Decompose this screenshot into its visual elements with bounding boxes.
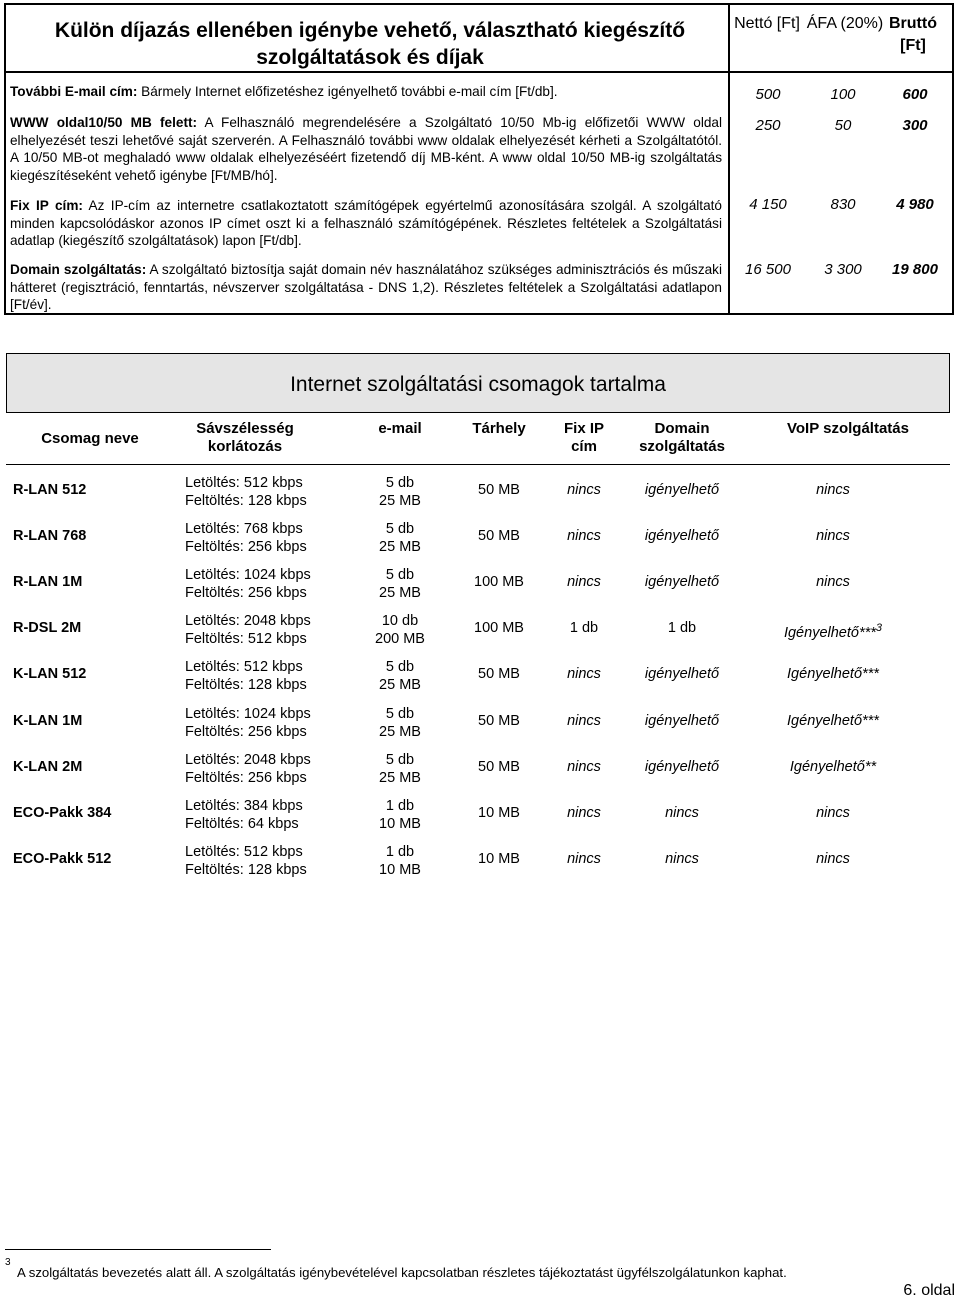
fee-net: 16 500 — [745, 261, 791, 278]
bandwidth-cell — [185, 658, 307, 694]
download-limit: Letöltés: 512 kbps — [185, 475, 303, 491]
fee-gross: 600 — [902, 86, 928, 103]
storage-cell: 50 MB — [478, 758, 520, 775]
voip-cell — [770, 759, 896, 775]
domain-cell: igényelhető — [644, 528, 720, 545]
bandwidth-cell — [185, 797, 303, 833]
bandwidth-cell — [185, 520, 307, 556]
email-cell — [370, 751, 430, 787]
download-limit: Letöltés: 512 kbps — [185, 659, 303, 676]
fee-row-text: A szolgáltató biztosítja saját domain név használatához szükséges adminisztrációs és műszaki hátteret (regisztráció, fenntartás, névszerver szolgáltatása - DNS 1,2). Részletes feltételek a Szolgáltatási adatlapon [Ft/év]. — [10, 262, 722, 312]
table-row — [0, 795, 960, 841]
download-limit: Letöltés: 768 kbps — [185, 521, 303, 538]
download-limit: Letöltés: 2048 kbps — [185, 613, 311, 630]
domain-cell: 1 db — [667, 620, 697, 637]
storage-cell: 10 MB — [478, 850, 520, 867]
domain-cell: igényelhető — [644, 482, 720, 498]
package-name: K-LAN 512 — [13, 666, 87, 683]
packages-header-rule — [6, 464, 950, 465]
voip-value: nincs — [816, 804, 850, 821]
email-quota: 25 MB — [379, 769, 421, 786]
fixip-cell: 1 db — [569, 620, 599, 637]
download-limit: Letöltés: 512 kbps — [185, 843, 303, 860]
fixip-cell: nincs — [567, 712, 601, 729]
fee-row-text: Bármely Internet előfizetéshez igényelhető további e-mail cím [Ft/db]. — [137, 84, 558, 99]
package-name: K-LAN 1M — [13, 712, 83, 729]
voip-value: nincs — [816, 850, 850, 867]
email-count: 5 db — [385, 567, 415, 584]
storage-cell: 50 MB — [478, 482, 520, 498]
fee-net: 500 — [755, 86, 781, 103]
download-limit: Letöltés: 2048 kbps — [185, 751, 311, 768]
email-cell — [370, 705, 430, 741]
bandwidth-cell — [185, 751, 311, 787]
fee-row-label: Domain szolgáltatás: — [10, 262, 147, 277]
voip-value: nincs — [816, 528, 850, 545]
email-count: 5 db — [385, 659, 415, 676]
fixip-cell: nincs — [567, 482, 601, 498]
footnote-number: 3 — [5, 1257, 11, 1268]
upload-limit: Feltöltés: 512 kbps — [185, 631, 307, 648]
storage-cell: 100 MB — [474, 574, 524, 591]
package-name: ECO-Pakk 384 — [13, 804, 112, 821]
fee-table-header-rule — [6, 71, 952, 73]
voip-value: Igényelhető*** — [783, 625, 876, 642]
table-row — [0, 656, 960, 702]
email-count: 10 db — [381, 613, 419, 630]
email-quota: 25 MB — [379, 723, 421, 740]
table-row — [0, 749, 960, 795]
download-limit: Letöltés: 384 kbps — [185, 797, 303, 814]
vat-header: ÁFA (20%) — [806, 15, 884, 32]
storage-cell: 50 MB — [478, 528, 520, 545]
voip-value: nincs — [816, 482, 850, 498]
bandwidth-cell — [185, 474, 307, 510]
voip-value: Igényelhető*** — [787, 712, 879, 729]
table-row — [0, 703, 960, 749]
fee-row-www — [10, 114, 722, 184]
voip-cell — [770, 574, 896, 590]
fee-row-fixip — [10, 197, 722, 250]
storage-cell: 50 MB — [478, 666, 520, 683]
fee-row-label: További E-mail cím: — [10, 84, 138, 99]
header-package-name: Csomag neve — [41, 430, 139, 447]
storage-cell: 50 MB — [478, 712, 520, 729]
email-count: 5 db — [385, 705, 415, 722]
domain-cell: nincs — [665, 850, 699, 867]
header-email: e-mail — [378, 420, 422, 437]
fixip-cell: nincs — [567, 758, 601, 775]
fixip-cell: nincs — [567, 574, 601, 591]
gross-header: Bruttó [Ft] — [889, 15, 937, 54]
upload-limit: Feltöltés: 128 kbps — [185, 677, 307, 694]
email-cell — [370, 612, 430, 648]
footnote-text: A szolgáltatás bevezetés alatt áll. A szolgáltatás igénybevételével kapcsolatban részletes tájékoztatást ügyfélszolgálatunkon kaphat. — [17, 1265, 787, 1280]
storage-cell: 100 MB — [474, 620, 524, 637]
table-row — [0, 610, 960, 656]
voip-value: Igényelhető*** — [787, 666, 879, 683]
package-name: K-LAN 2M — [13, 758, 83, 775]
upload-limit: Feltöltés: 128 kbps — [185, 861, 307, 878]
fee-gross: 19 800 — [892, 261, 938, 278]
email-cell — [370, 566, 430, 602]
footnote-rule — [5, 1249, 271, 1250]
download-limit: Letöltés: 1024 kbps — [185, 705, 311, 722]
fee-vat: 50 — [834, 117, 852, 134]
storage-cell: 10 MB — [478, 804, 520, 821]
email-quota: 25 MB — [379, 677, 421, 694]
bandwidth-cell — [185, 566, 311, 602]
bandwidth-cell — [185, 612, 311, 648]
header-domain — [632, 420, 732, 456]
fee-row-text: Az IP-cím az internetre csatlakoztatott számítógépek egyértelmű azonosítására szolgál. A szolgáltató minden kapcsolódáskor azonos IP címet oszt ki a felhasználó számítógépének. Részletes feltételek a Szolgáltatási adatlap (kiegészítő szolgáltatások) lapon [Ft/db]. — [10, 198, 722, 248]
upload-limit: Feltöltés: 256 kbps — [185, 539, 307, 556]
voip-value: Igényelhető** — [789, 758, 877, 775]
package-name: R-LAN 1M — [13, 574, 83, 591]
upload-limit: Feltöltés: 256 kbps — [185, 769, 307, 786]
package-name: R-LAN 768 — [13, 528, 87, 545]
fee-vat: 100 — [830, 86, 856, 103]
header-bandwidth-line2: korlátozás — [207, 438, 283, 455]
fee-row-email — [10, 83, 722, 101]
fee-gross: 4 980 — [896, 196, 934, 213]
upload-limit: Feltöltés: 64 kbps — [185, 815, 299, 832]
packages-title-text: Internet szolgáltatási csomagok tartalma — [290, 373, 666, 396]
package-name: R-DSL 2M — [13, 620, 82, 637]
net-header: Nettó [Ft] — [734, 15, 800, 32]
header-bandwidth-line1: Sávszélesség — [196, 420, 294, 437]
upload-limit: Feltöltés: 256 kbps — [185, 585, 307, 602]
upload-limit: Feltöltés: 128 kbps — [185, 493, 307, 509]
fixip-cell: nincs — [567, 804, 601, 821]
email-cell — [370, 520, 430, 556]
package-name: ECO-Pakk 512 — [13, 850, 112, 867]
email-quota: 25 MB — [379, 493, 421, 509]
voip-cell — [770, 666, 896, 682]
fee-row-label: WWW oldal10/50 MB felett: — [10, 115, 198, 130]
domain-cell: nincs — [665, 804, 699, 821]
fixip-cell: nincs — [567, 666, 601, 683]
upload-limit: Feltöltés: 256 kbps — [185, 723, 307, 740]
email-count: 5 db — [385, 751, 415, 768]
table-row — [0, 841, 960, 887]
header-bandwidth — [180, 420, 310, 456]
voip-cell — [770, 528, 896, 544]
email-quota: 10 MB — [379, 861, 421, 878]
email-quota: 25 MB — [379, 585, 421, 602]
fixip-cell: nincs — [567, 850, 601, 867]
voip-cell — [770, 805, 896, 821]
fee-row-text: A Felhasználó megrendelésére a Szolgáltató 10/50 Mb-ig előfizetői WWW oldal elhelyezését teszi lehetővé saját szerverén. A Felhasználó további www oldalak elhelyezését kérheti a Szolgáltatótól. A 10/50 MB-ot meghaladó www oldalak elhelyezéséért fizetendő díj MB-ként. A www oldal 10/50 MB-ig szolgáltatás kiegészítéseként vehető igénybe [Ft/MB/hó]. — [10, 115, 722, 183]
table-row — [0, 564, 960, 610]
fee-table — [4, 3, 954, 315]
voip-cell — [770, 851, 896, 867]
voip-value: nincs — [816, 574, 850, 591]
header-domain-line2: szolgáltatás — [639, 438, 725, 455]
header-domain-line1: Domain — [654, 420, 710, 437]
packages-title — [6, 353, 950, 413]
email-count: 5 db — [385, 521, 415, 538]
email-count: 1 db — [385, 843, 415, 860]
fixip-cell: nincs — [567, 528, 601, 545]
fee-gross: 300 — [902, 117, 928, 134]
email-cell — [370, 474, 430, 510]
fee-net: 250 — [755, 117, 781, 134]
email-quota: 10 MB — [379, 815, 421, 832]
bandwidth-cell — [185, 843, 307, 879]
header-fixip — [550, 420, 618, 456]
header-storage: Tárhely — [472, 420, 526, 437]
page-number: 6. oldal — [903, 1282, 955, 1299]
fee-net: 4 150 — [749, 196, 787, 213]
email-cell — [370, 843, 430, 879]
email-cell — [370, 797, 430, 833]
email-cell — [370, 658, 430, 694]
domain-cell: igényelhető — [644, 666, 720, 683]
header-fixip-line1: Fix IP — [563, 420, 604, 437]
table-row — [0, 518, 960, 564]
email-count: 5 db — [385, 475, 415, 491]
fee-row-domain — [10, 261, 722, 314]
footnote-ref: 3 — [875, 622, 883, 635]
package-name: R-LAN 512 — [13, 482, 87, 498]
header-voip: VoIP szolgáltatás — [787, 420, 909, 437]
fee-vat: 830 — [830, 196, 856, 213]
voip-cell — [770, 713, 896, 729]
bandwidth-cell — [185, 705, 311, 741]
voip-cell — [770, 622, 896, 641]
fee-table-title: Külön díjazás ellenében igénybe vehető, választható kiegészítő szolgáltatások és díjak — [54, 19, 686, 69]
domain-cell: igényelhető — [644, 574, 720, 591]
email-count: 1 db — [385, 797, 415, 814]
voip-cell — [770, 482, 896, 498]
domain-cell: igényelhető — [644, 712, 720, 729]
domain-cell: igényelhető — [644, 758, 720, 775]
download-limit: Letöltés: 1024 kbps — [185, 567, 311, 584]
email-quota: 200 MB — [375, 631, 425, 648]
table-row — [0, 472, 960, 518]
header-fixip-line2: cím — [571, 438, 597, 455]
fee-vat: 3 300 — [824, 261, 862, 278]
email-quota: 25 MB — [379, 539, 421, 556]
fee-row-label: Fix IP cím: — [10, 198, 83, 213]
